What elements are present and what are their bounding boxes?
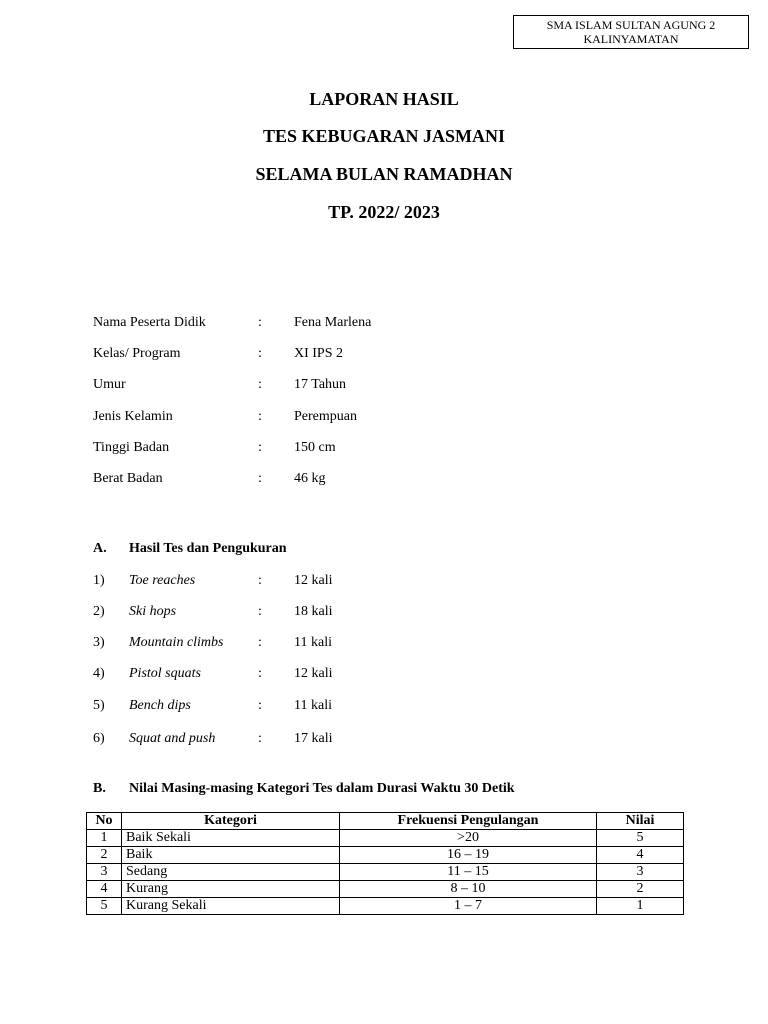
test-item-value: 18 kali (294, 604, 333, 619)
identity-value-gender: Perempuan (294, 409, 357, 424)
cell-kategori: Kurang (122, 881, 340, 898)
header-nilai: Nilai (597, 813, 684, 830)
test-item-value: 11 kali (294, 698, 332, 713)
test-item-number: 6) (93, 731, 105, 746)
identity-label-gender: Jenis Kelamin (93, 409, 173, 424)
section-a-letter: A. (93, 541, 107, 556)
test-item-name: Mountain climbs (129, 635, 224, 650)
category-table (86, 812, 684, 915)
section-b-title: Nilai Masing-masing Kategori Tes dalam Durasi Waktu 30 Detik (129, 781, 515, 796)
cell-kategori: Baik Sekali (122, 830, 340, 847)
cell-nilai: 2 (597, 881, 684, 898)
cell-kategori: Baik (122, 847, 340, 864)
test-item-colon: : (258, 573, 262, 588)
test-item-colon: : (258, 731, 262, 746)
test-item-number: 5) (93, 698, 105, 713)
section-a-title: Hasil Tes dan Pengukuran (129, 541, 287, 556)
test-item-number: 4) (93, 666, 105, 681)
report-title-line-1: LAPORAN HASIL (309, 89, 459, 109)
identity-label-weight: Berat Badan (93, 471, 163, 486)
test-item-number: 3) (93, 635, 105, 650)
test-item-value: 12 kali (294, 573, 333, 588)
identity-colon: : (258, 440, 262, 455)
identity-colon: : (258, 315, 262, 330)
cell-nilai: 1 (597, 898, 684, 915)
section-b-letter: B. (93, 781, 106, 796)
report-title-line-4: TP. 2022/ 2023 (328, 202, 440, 222)
report-title-line-2: TES KEBUGARAN JASMANI (262, 126, 506, 146)
cell-kategori: Kurang Sekali (122, 898, 340, 915)
identity-label-height: Tinggi Badan (93, 440, 170, 455)
cell-nilai: 5 (597, 830, 684, 847)
test-item-colon: : (258, 604, 262, 619)
test-item-value: 12 kali (294, 666, 333, 681)
test-item-name: Bench dips (129, 698, 191, 713)
identity-label-name: Nama Peserta Didik (93, 315, 206, 330)
test-item-colon: : (258, 698, 262, 713)
table-row (87, 881, 684, 898)
cell-frekuensi: 8 – 10 (340, 881, 597, 898)
cell-no: 1 (87, 830, 122, 847)
identity-colon: : (258, 346, 262, 361)
header-no: No (87, 813, 122, 830)
cell-frekuensi: 16 – 19 (340, 847, 597, 864)
identity-value-age: 17 Tahun (294, 377, 347, 392)
test-item-name: Pistol squats (129, 666, 201, 681)
cell-frekuensi: >20 (340, 830, 597, 847)
school-location: KALINYAMATAN (583, 32, 679, 46)
table-row (87, 898, 684, 915)
table-row (87, 864, 684, 881)
header-frekuensi: Frekuensi Pengulangan (340, 813, 597, 830)
cell-frekuensi: 1 – 7 (340, 898, 597, 915)
identity-label-age: Umur (93, 377, 126, 392)
test-item-name: Squat and push (129, 731, 216, 746)
test-item-name: Toe reaches (129, 573, 196, 588)
cell-frekuensi: 11 – 15 (340, 864, 597, 881)
identity-colon: : (258, 377, 262, 392)
cell-nilai: 4 (597, 847, 684, 864)
table-row (87, 847, 684, 864)
identity-value-weight: 46 kg (294, 471, 326, 486)
header-kategori: Kategori (122, 813, 340, 830)
identity-colon: : (258, 409, 262, 424)
cell-no: 2 (87, 847, 122, 864)
table-header-row (87, 813, 684, 830)
cell-no: 3 (87, 864, 122, 881)
test-item-value: 11 kali (294, 635, 332, 650)
school-name: SMA ISLAM SULTAN AGUNG 2 (546, 18, 716, 32)
cell-nilai: 3 (597, 864, 684, 881)
identity-value-name: Fena Marlena (294, 315, 372, 330)
identity-label-class: Kelas/ Program (93, 346, 181, 361)
school-header-box (513, 15, 749, 49)
cell-no: 5 (87, 898, 122, 915)
identity-value-class: XI IPS 2 (294, 346, 344, 361)
test-item-name: Ski hops (129, 604, 177, 619)
test-item-number: 1) (93, 573, 105, 588)
test-item-colon: : (258, 666, 262, 681)
identity-value-height: 150 cm (294, 440, 336, 455)
test-item-colon: : (258, 635, 262, 650)
test-item-value: 17 kali (294, 731, 333, 746)
table-row (87, 830, 684, 847)
cell-kategori: Sedang (122, 864, 340, 881)
identity-colon: : (258, 471, 262, 486)
report-title-line-3: SELAMA BULAN RAMADHAN (255, 164, 513, 184)
cell-no: 4 (87, 881, 122, 898)
test-item-number: 2) (93, 604, 105, 619)
